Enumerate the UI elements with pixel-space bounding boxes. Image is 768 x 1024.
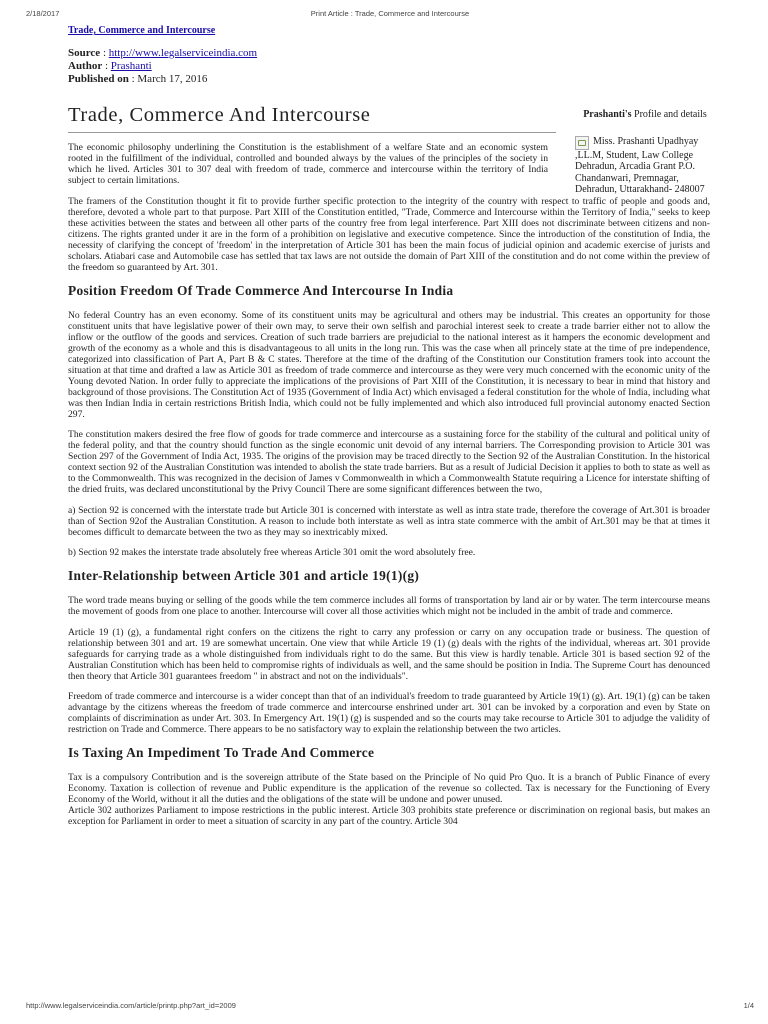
print-title: Print Article : Trade, Commerce and Intercourse [310,9,470,18]
section1-paragraph-3: a) Section 92 is concerned with the interstate trade but Article 301 is concerned with interstate as well as intra state trade, therefore the coverage of Art.301 is broader than of Section 92of the Australian Constitution. A reason to include both interstate as well as intra state commerce with the ambit of Art.301 may be that at times it becomes difficult to demarcate between the two as they may so inextricably mixed. [68,504,710,538]
section2-paragraph-2: Article 19 (1) (g), a fundamental right confers on the citizens the right to carry any profession or carry on any occupation trade or business. The question of relationship between 301 and art. 19 are somewhat uncertain. One view that while Article 19 (1) (g) deals with the rights of the individual, whereas art. 301 provide safeguards for carrying trade as a whole distinguished from individuals right to do the same. But this view is hardly tenable. Article 301 is based section 92 of the Australian Constitution which has been held to compromise rights of individuals as well, and the same should be position in India. The Supreme Court has denounced then theory that Article 301 guarantees freedom " in abstract and not on the individuals". [68,626,710,682]
source-link[interactable]: http://www.legalserviceindia.com [108,47,258,59]
article-top-link[interactable]: Trade, Commerce and Intercourse [68,25,216,36]
article-title: Trade, Commerce And Intercourse [68,104,371,126]
title-divider [68,132,556,133]
intro-paragraph-1: The economic philosophy underlining the Constitution is the establishment of a welfare State and an economic system rooted in the fulfillment of the individual, controlled and bounded always by the values of the principles of the society in which he lived. Articles 301 to 307 deal with freedom of trade, commerce and intercourse within the territory of India subject to certain limitations. [68,142,548,186]
section1-paragraph-1: No federal Country has an even economy. Some of its constituent units may be agricultural and others may be industrial. This creates an opportunity for those constituent units that have legislative power of their own may, to serve their own selfish and parochial interest seek to create a trade barrier either not to allow the inflow or the outflow of the goods and services. Creation of such trade barriers are prejudicial to the national interest as it hampers the economic development and growth of the economy as a whole and this is disadvantageous to all units in the long run. This was the case when all princely state at the time of pre independence, categorized into classification of Part A, Part B & C states. Therefore at the time of the drafting of the Constitution our Constitution framers took into account the situation at that time and drafted a law as Article 301 as freedom of trade commerce and intercourse as they were very much concerned with the economic unity of the Young devoted Nation. In order fully to appreciate the implications of the provisions of Part XIII of the Constitution, it is necessary to bear in mind that history and background of those provisions. The Constitution Act of 1935 (Government of India Act) which envisaged a federal constitution for the whole of India, including what was then Indian India in certain restrictions British India, which could not be fully implemented and which also introduced full provincial autonomy enacted Section 297. [68,309,710,420]
sidebar-title-rest: Profile and details [631,109,707,120]
section-heading-position: Position Freedom Of Trade Commerce And Intercourse In India [68,282,454,298]
author-link[interactable]: Prashanti [110,60,152,72]
source-label: Source [68,47,101,59]
sidebar-title [575,109,715,121]
print-header [26,9,754,18]
author-label: Author [68,60,103,72]
section1-paragraph-2: The constitution makers desired the free flow of goods for trade commerce and intercourse as a sustaining force for the stability of the cultural and political unity of the federal polity, and that the country should function as the single economic unit devoid of any internal barriers. The Corresponding provision to Article 301 was Section 297 of the Government of India Act, 1935. The origins of the provision may be traced directly to the Section 92 of the Australian Constitution. In the historical context section 92 of the Australian Constitution was intended to abolish the state trade barriers. But as a result of Judicial Decision it applies to both to state as well as to the Commonwealth. This was recognized in the decision of James v Commonwealth in which a Commonwealth Statute requiring a Licence for interstate shifting of the dried fruits, was declared unconstitutional by the Privy Council There are some significant differences between the two, [68,429,710,495]
print-date: 2/18/2017 [26,9,60,18]
sidebar-title-name: Prashanti's [583,109,632,120]
section-heading-taxing: Is Taxing An Impediment To Trade And Commerce [68,745,375,760]
article-body [68,142,710,837]
section2-paragraph-1: The word trade means buying or selling of the goods while the tem commerce includes all forms of transportation by land air or by water. The term intercourse means the movement of goods from one place to another. Intercourse will cover all those activities which might not be included in the ambit of trade and commerce. [68,595,710,617]
published-line: Published on : March 17, 2016 [68,73,208,85]
print-url: http://www.legalserviceindia.com/article/printp.php?art_id=2009 [26,1001,236,1010]
source-line: Source : http://www.legalserviceindia.com [68,47,258,59]
print-footer [26,1001,754,1010]
article-meta [68,24,257,86]
author-line: Author : Prashanti [68,60,152,72]
author-profile-text: Miss. Prashanti Upadhyay ,LL.M, Student, Law College Dehradun, Arcadia Grant P.O. Chandanwari, Premnagar, Dehradun, Uttarakhand- 248007 [575,135,705,195]
intro-paragraph-2: The framers of the Constitution thought it fit to provide further specific protection to the integrity of the country with respect to traffic of people and goods and, therefore, devoted a whole part to that purpose. Part XIII of the Constitution entitled, "Trade, Commerce and Intercourse within the Territory of India," seeks to keep these activities between the states and between all other parts of the country free from legal interference. Part XIII does not discriminate between citizens and non-citizens. The rights granted under it are in the form of a prohibition on legislative and executive competence. Since the introduction of the constitution of India, the necessity of clarifying the concept of 'freedom' in the interpretation of Article 301 has been the main focus of judicial opinion and academic exercise of jurists and scholars. Atiabari case and Automobile case has settled that tax laws are not outside the domain of Part XIII of the constitution and do not come within the preview of the freedom so guaranteed by Art. 301. [68,195,710,273]
section2-paragraph-3: Freedom of trade commerce and intercourse is a wider concept than that of an individual's freedom to trade guaranteed by Article 19(1) (g). Art. 19(1) (g) can be taken advantage by the citizens whereas the freedom of trade commerce and intercourse enshrined under art. 301 can be invoked by a corporation and even by State on complaints of discrimination as under Art. 303. In Emergency Art. 19(1) (g) is suspended and so the courts may take recourse to Article 301 to adjudge the validity of restriction on Trade and Commerce. There appears to be no satisfactory way to explain the relationship between the two articles. [68,691,710,735]
published-label: Published on [68,73,129,85]
section3-paragraph-2: Article 302 authorizes Parliament to impose restrictions in the public interest. Article 303 prohibits state preference or discrimination on regional basis, but makes an exception for Parliament in order to meet a situation of scarcity in any part of the country. Article 304 [68,805,710,827]
section1-paragraph-4: b) Section 92 makes the interstate trade absolutely free whereas Article 301 omit the word absolutely free. [68,547,476,558]
section-heading-inter-relationship: Inter-Relationship between Article 301 and article 19(1)(g) [68,568,420,583]
page-number: 1/4 [743,1001,754,1010]
published-date: March 17, 2016 [137,73,208,85]
section3-paragraph-1: Tax is a compulsory Contribution and is the sovereign attribute of the State based on the Principle of No quid Pro Quo. It is a branch of Public Finance of every Economy. Taxation is collection of revenue and Public expenditure is the application of the revenue so collected. Tax is necessary for the Functioning of Every Economy of the World, without it all the duties and the obligations of the state will be undone and power unused. [68,772,710,805]
